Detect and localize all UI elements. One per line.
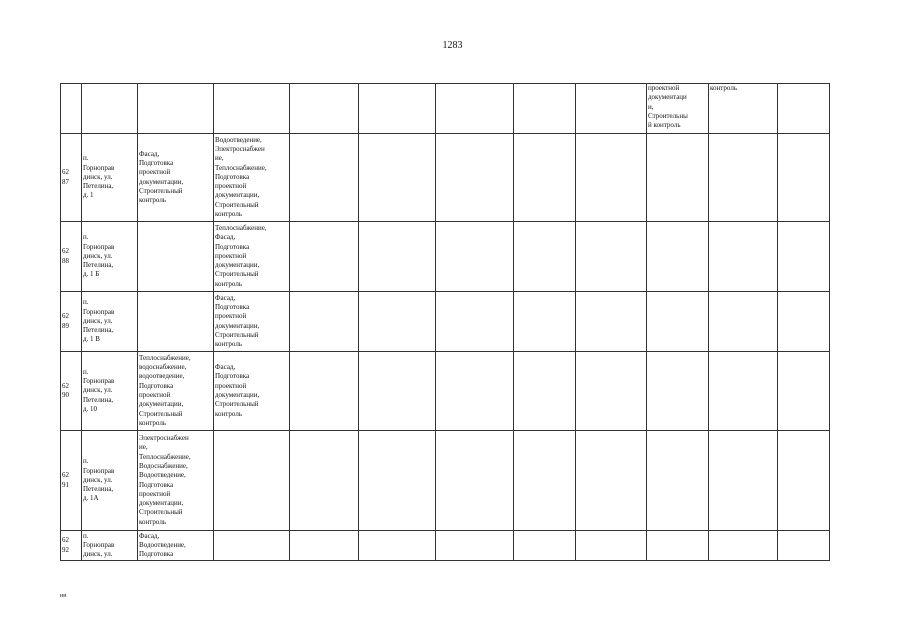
work-text-a: Электроснабжен ие, Теплоснабжение, Водоснабжение, Водоотведение, Подготовка проектной документации, Строительный контроль [139, 434, 191, 526]
row-number: 62 90 [62, 381, 69, 399]
table-cell [647, 531, 709, 561]
table-cell [436, 531, 514, 561]
table-cell [138, 84, 214, 134]
row-number-cell [61, 292, 82, 352]
table-cell [778, 84, 830, 134]
work-cell-a [138, 222, 214, 292]
works-table [60, 83, 830, 561]
table-cell [290, 84, 359, 134]
table-cell [514, 531, 576, 561]
table-cell [647, 352, 709, 431]
footer-mark: нн [60, 593, 67, 599]
work-cell-b [214, 352, 290, 431]
work-cell-b [214, 292, 290, 352]
work-cell-a [138, 531, 214, 561]
table-cell [709, 431, 778, 531]
work-text-b: Фасад, Подготовка проектной документации, Строительный контроль [215, 363, 260, 418]
table-row [61, 222, 830, 292]
table-cell [709, 292, 778, 352]
row-number: 62 88 [62, 247, 69, 265]
row-number-cell [61, 222, 82, 292]
table-cell [709, 531, 778, 561]
table-cell [82, 84, 138, 134]
address-text: п. Горноправ динск, ул. Петелина, д. 1 В [83, 298, 115, 344]
table-row [61, 531, 830, 561]
row-number: 62 91 [62, 471, 69, 489]
row-number-cell [61, 531, 82, 561]
address-cell [82, 531, 138, 561]
work-cell-a [138, 292, 214, 352]
address-cell [82, 352, 138, 431]
work-cell-a [138, 431, 214, 531]
address-cell [82, 222, 138, 292]
work-text-a: Теплоснабжение, водоснабжение, водоотведение, Подготовка проектной документации, Строительный контроль [139, 353, 191, 427]
table-cell [514, 222, 576, 292]
table-cell [359, 222, 436, 292]
row-number-cell [61, 352, 82, 431]
table-cell [576, 292, 647, 352]
table-cell [647, 431, 709, 531]
table-cell [359, 431, 436, 531]
table-cell [61, 84, 82, 134]
table-cell [214, 84, 290, 134]
table-cell [514, 431, 576, 531]
table-cell [576, 531, 647, 561]
table-cell [647, 134, 709, 222]
row-number-cell [61, 431, 82, 531]
table-cell [709, 352, 778, 431]
table-cell [778, 431, 830, 531]
table-cell [359, 531, 436, 561]
table-cell [436, 292, 514, 352]
table-cell [436, 134, 514, 222]
table-cell [576, 222, 647, 292]
table-cell [709, 84, 778, 134]
address-text: п. Горноправ динск, ул. Петелина, д. 1 [83, 154, 115, 200]
table-row [61, 352, 830, 431]
table-cell [359, 134, 436, 222]
table-cell [514, 292, 576, 352]
address-cell [82, 431, 138, 531]
table-cell [709, 134, 778, 222]
table-cell [576, 134, 647, 222]
table-row [61, 292, 830, 352]
table-row [61, 431, 830, 531]
table-cell [778, 531, 830, 561]
page-number: 1283 [442, 40, 463, 51]
table-cell [514, 352, 576, 431]
continuation-text-a: проектной документаци и, Строительны й контроль [648, 84, 688, 130]
address-text: п. Горноправ динск, ул. Петелина, д. 10 [83, 367, 115, 413]
table-row [61, 134, 830, 222]
row-number-cell [61, 134, 82, 222]
table-cell [436, 431, 514, 531]
table-cell [709, 222, 778, 292]
work-cell-b [214, 431, 290, 531]
address-text: п. Горноправ динск, ул. Петелина, д. 1А [83, 457, 115, 503]
work-text-a: Фасад, Водоотведение, Подготовка [139, 531, 186, 559]
table-cell [576, 431, 647, 531]
table-cell [778, 134, 830, 222]
address-cell [82, 134, 138, 222]
work-cell-b [214, 222, 290, 292]
table-cell [576, 352, 647, 431]
work-cell-b [214, 531, 290, 561]
work-cell-b [214, 134, 290, 222]
work-cell-a [138, 352, 214, 431]
work-text-b: Теплоснабжение, Фасад, Подготовка проектной документации, Строительный контроль [215, 223, 267, 288]
table-cell [359, 292, 436, 352]
table-cell [359, 352, 436, 431]
table-cell [514, 84, 576, 134]
work-text-b: Фасад, Подготовка проектной документации, Строительный контроль [215, 293, 260, 349]
continuation-text-b: контроль [710, 84, 738, 92]
table-cell [576, 84, 647, 134]
table-cell [290, 222, 359, 292]
row-number: 62 92 [62, 536, 69, 554]
address-text: п. Горноправ динск, ул. Петелина, д. 1 Б [83, 233, 115, 279]
address-cell [82, 292, 138, 352]
table-cell [436, 84, 514, 134]
table-cell [647, 222, 709, 292]
table-cell [647, 84, 709, 134]
table-cell [290, 292, 359, 352]
address-text: п. Горноправ динск, ул. [83, 531, 115, 559]
table-cell [290, 134, 359, 222]
table-cell [359, 84, 436, 134]
table-cell [778, 352, 830, 431]
table-cell [290, 431, 359, 531]
table-cell [647, 292, 709, 352]
work-text-a: Фасад, Подготовка проектной документации, Строительный контроль [139, 149, 184, 205]
table-cell [514, 134, 576, 222]
table-cell [778, 222, 830, 292]
row-number: 62 87 [62, 168, 69, 186]
work-text-b: Водоотведение, Электроснабжен ие, Теплоснабжение, Подготовка проектной документации, Строительный контроль [215, 135, 267, 219]
table-cell [290, 531, 359, 561]
table-row-continuation [61, 84, 830, 134]
row-number: 62 89 [62, 312, 69, 330]
table-cell [778, 292, 830, 352]
table-cell [290, 352, 359, 431]
table-cell [436, 352, 514, 431]
work-cell-a [138, 134, 214, 222]
table-cell [436, 222, 514, 292]
